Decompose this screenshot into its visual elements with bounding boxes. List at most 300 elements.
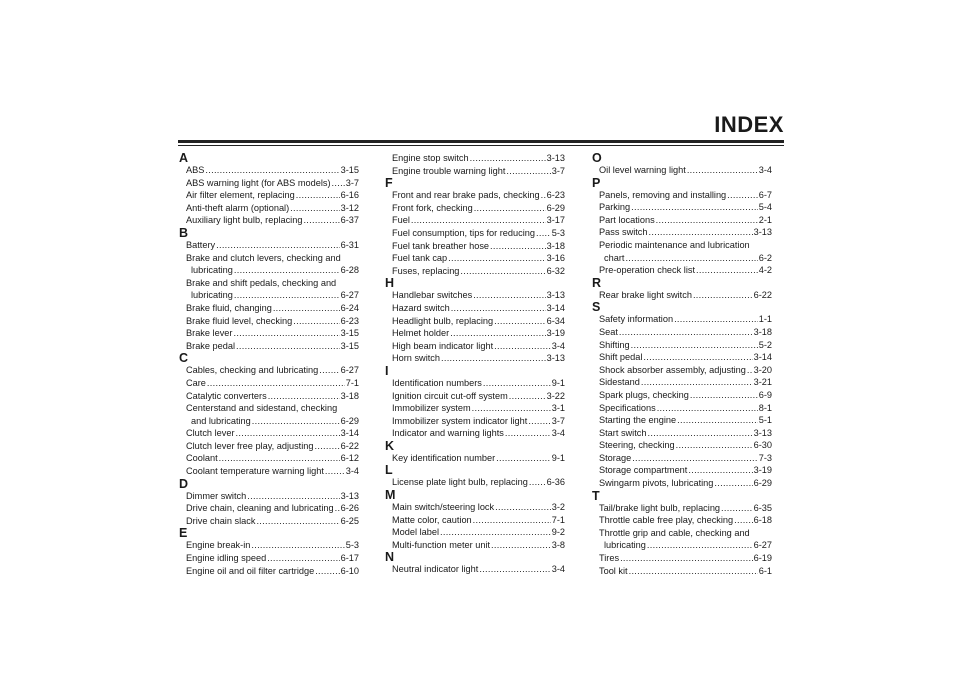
- entry-topic: Handlebar switches: [392, 290, 473, 301]
- entry-page: 3-19: [753, 465, 772, 476]
- entry-page: 6-22: [753, 289, 772, 300]
- entry-page: 5-1: [758, 415, 772, 426]
- entry-topic: Drive chain slack: [186, 515, 256, 526]
- index-entry: [179, 302, 359, 315]
- entry-page: 6-29: [753, 478, 772, 489]
- entry-topic: Key identification number: [392, 452, 496, 463]
- section-letter: B: [179, 225, 189, 240]
- entry-page: 5-2: [758, 339, 772, 350]
- index-entry: [385, 563, 565, 576]
- index-entry: [385, 452, 565, 465]
- entry-topic: lubricating: [604, 540, 646, 551]
- index-entry: [592, 452, 772, 465]
- entry-topic: Drive chain, cleaning and lubricating: [186, 503, 334, 514]
- entry-page: 6-31: [340, 239, 359, 250]
- index-entry: [385, 340, 565, 353]
- index-entry: [592, 201, 772, 214]
- index-entry: [592, 313, 772, 326]
- entry-topic: Panels, removing and installing: [599, 189, 727, 200]
- entry-page: 3-15: [340, 340, 359, 351]
- entry-page: 9-1: [551, 452, 565, 463]
- entry-topic: Engine oil and oil filter cartridge: [186, 565, 315, 576]
- index-entry: [179, 515, 359, 528]
- entry-topic: Brake lever: [186, 328, 233, 339]
- dot-leader: [541, 189, 546, 202]
- dot-leader: [649, 226, 753, 239]
- dot-leader: [256, 515, 339, 528]
- dot-leader: [325, 465, 345, 478]
- index-entry: [592, 477, 772, 490]
- dot-leader: [747, 364, 753, 377]
- entry-topic: High beam indicator light: [392, 340, 494, 351]
- entry-topic: Front fork, checking: [392, 202, 473, 213]
- index-entry: [385, 302, 565, 315]
- index-entry: [179, 340, 359, 353]
- index-entry: [179, 502, 359, 515]
- dot-leader: [657, 402, 758, 415]
- dot-leader: [315, 440, 340, 453]
- entry-topic: Engine stop switch: [392, 153, 469, 163]
- index-entry: [592, 214, 772, 227]
- dot-leader: [491, 539, 551, 552]
- entry-topic: Coolant: [186, 453, 218, 464]
- dot-leader: [641, 376, 753, 389]
- index-entry: [592, 402, 772, 415]
- index-entry: [385, 377, 565, 390]
- entry-topic: Immobilizer system indicator light: [392, 415, 528, 426]
- entry-topic: Brake pedal: [186, 340, 236, 351]
- entry-topic: chart: [604, 252, 625, 263]
- dot-leader: [460, 265, 545, 278]
- entry-page: 2-1: [758, 214, 772, 225]
- entry-topic: Sidestand: [599, 377, 640, 388]
- index-entry: [385, 152, 565, 165]
- entry-topic: Pass switch: [599, 227, 648, 238]
- entry-topic: Anti-theft alarm (optional): [186, 202, 290, 213]
- index-entry: [179, 390, 359, 403]
- entry-topic: Dimmer switch: [186, 490, 247, 501]
- entry-page: 3-13: [340, 490, 359, 501]
- dot-leader: [290, 202, 339, 215]
- index-entry: [385, 539, 565, 552]
- entry-page: 3-12: [340, 202, 359, 213]
- index-entry: [385, 390, 565, 403]
- entry-page: 6-7: [758, 189, 772, 200]
- entry-topic: Parking: [599, 202, 631, 213]
- dot-leader: [479, 563, 550, 576]
- dot-leader: [721, 502, 753, 515]
- dot-leader: [693, 289, 753, 302]
- entry-page: 3-13: [753, 227, 772, 238]
- entry-page: 1-1: [758, 314, 772, 325]
- entry-topic: Cables, checking and lubricating: [186, 365, 319, 376]
- section-letter: I: [385, 363, 389, 378]
- entry-page: 3-4: [345, 466, 359, 477]
- entry-page: 6-28: [340, 265, 359, 276]
- dot-leader: [207, 377, 345, 390]
- index-entry: [592, 189, 772, 202]
- entry-page: 3-17: [546, 215, 565, 226]
- dot-leader: [505, 427, 551, 440]
- entry-topic: Tail/brake light bulb, replacing: [599, 502, 721, 513]
- entry-topic: lubricating: [191, 265, 233, 276]
- entry-topic: Engine trouble warning light: [392, 165, 506, 176]
- dot-leader: [528, 415, 550, 428]
- dot-leader: [315, 565, 339, 578]
- entry-page: 6-23: [340, 315, 359, 326]
- entry-topic: Swingarm pivots, lubricating: [599, 478, 714, 489]
- dot-leader: [677, 414, 758, 427]
- entry-topic: ABS: [186, 165, 205, 175]
- index-entry: [592, 264, 772, 277]
- dot-leader: [536, 227, 551, 240]
- entry-page: 3-14: [340, 428, 359, 439]
- section-letter: E: [179, 526, 188, 541]
- index-entry: [179, 315, 359, 328]
- entry-page: 6-2: [758, 252, 772, 263]
- dot-leader: [632, 452, 758, 465]
- entry-page: 3-2: [551, 502, 565, 513]
- entry-topic: Identification numbers: [392, 377, 482, 388]
- index-column-3: [592, 152, 772, 577]
- entry-page: 3-13: [753, 427, 772, 438]
- index-entry: [385, 427, 565, 440]
- entry-topic: Auxiliary light bulb, replacing: [186, 215, 303, 226]
- index-entry: [592, 514, 772, 527]
- dot-leader: [506, 165, 550, 178]
- index-entry: [179, 239, 359, 252]
- entry-topic: Part locations: [599, 214, 655, 225]
- entry-page: 5-3: [551, 227, 565, 238]
- index-entry: [179, 377, 359, 390]
- index-entry: [179, 465, 359, 478]
- dot-leader: [216, 239, 340, 252]
- dot-leader: [335, 502, 340, 515]
- index-entry-heading: Centerstand and sidestand, checking: [186, 403, 338, 414]
- section-letter: M: [385, 488, 396, 503]
- dot-leader: [332, 177, 345, 190]
- entry-topic: Matte color, caution: [392, 514, 472, 525]
- index-entry: [592, 351, 772, 364]
- entry-topic: Battery: [186, 239, 216, 250]
- index-entry: [179, 164, 359, 177]
- index-entry: [385, 315, 565, 328]
- section-letter: L: [385, 463, 393, 478]
- index-entry: [179, 452, 359, 465]
- index-entry: [592, 552, 772, 565]
- header-rule-thin: [178, 145, 784, 146]
- dot-leader: [268, 390, 340, 403]
- dot-leader: [473, 289, 545, 302]
- dot-leader: [411, 214, 546, 227]
- dot-leader: [529, 476, 546, 489]
- section-letter: O: [592, 151, 602, 165]
- entry-topic: Specifications: [599, 402, 656, 413]
- entry-page: 3-18: [753, 326, 772, 337]
- entry-page: 6-16: [340, 190, 359, 201]
- entry-page: 6-23: [546, 190, 565, 201]
- section-letter: H: [385, 276, 395, 291]
- entry-page: 6-35: [753, 502, 772, 513]
- entry-page: 8-1: [758, 402, 772, 413]
- entry-page: 7-1: [345, 377, 359, 388]
- index-entry: [592, 226, 772, 239]
- entry-page: 9-2: [551, 527, 565, 538]
- index-entry: [385, 415, 565, 428]
- dot-leader: [303, 214, 339, 227]
- entry-topic: Multi-function meter unit: [392, 539, 491, 550]
- index-entry: [385, 265, 565, 278]
- entry-topic: Seat: [599, 326, 618, 337]
- entry-page: 6-29: [546, 202, 565, 213]
- entry-page: 6-25: [340, 515, 359, 526]
- entry-page: 3-4: [758, 165, 772, 175]
- entry-page: 3-16: [546, 253, 565, 264]
- entry-page: 6-32: [546, 265, 565, 276]
- dot-leader: [483, 377, 551, 390]
- dot-leader: [441, 352, 546, 365]
- section-letter: K: [385, 438, 395, 453]
- index-entry: [179, 552, 359, 565]
- index-entry: [592, 364, 772, 377]
- dot-leader: [490, 240, 546, 253]
- entry-topic: Engine break-in: [186, 540, 251, 551]
- entry-page: 3-1: [551, 403, 565, 414]
- entry-topic: Hazard switch: [392, 302, 450, 313]
- section-letter: N: [385, 550, 395, 565]
- entry-page: 6-19: [753, 553, 772, 564]
- index-entry: [592, 539, 772, 552]
- dot-leader: [251, 539, 344, 552]
- dot-leader: [473, 514, 551, 527]
- entry-page: 3-7: [551, 165, 565, 176]
- entry-topic: Front and rear brake pads, checking: [392, 190, 540, 201]
- index-entry: [592, 339, 772, 352]
- dot-leader: [451, 302, 546, 315]
- entry-page: 6-9: [758, 389, 772, 400]
- index-entry: [592, 439, 772, 452]
- dot-leader: [696, 264, 758, 277]
- entry-topic: Brake fluid level, checking: [186, 315, 293, 326]
- entry-page: 3-18: [546, 240, 565, 251]
- page-title: INDEX: [714, 112, 784, 137]
- index-entry: [179, 202, 359, 215]
- section-letter: A: [179, 151, 189, 165]
- entry-topic: Storage compartment: [599, 465, 688, 476]
- entry-topic: Tires: [599, 553, 620, 564]
- dot-leader: [233, 327, 339, 340]
- dot-leader: [676, 439, 753, 452]
- entry-page: 7-1: [551, 514, 565, 525]
- section-letter: S: [592, 300, 601, 315]
- index-entry: [385, 252, 565, 265]
- index-column-1: [179, 152, 359, 577]
- index-entry: [592, 565, 772, 578]
- entry-page: 6-22: [340, 440, 359, 451]
- index-entry: [179, 539, 359, 552]
- index-entry: [592, 389, 772, 402]
- entry-page: 6-18: [753, 515, 772, 526]
- entry-page: 6-29: [340, 415, 359, 426]
- dot-leader: [631, 339, 758, 352]
- index-entry: [592, 427, 772, 440]
- index-entry: [592, 326, 772, 339]
- index-entry-heading: Throttle grip and cable, checking and: [599, 527, 750, 538]
- section-letter: P: [592, 175, 601, 190]
- entry-topic: lubricating: [191, 290, 233, 301]
- entry-topic: License plate light bulb, replacing: [392, 477, 528, 488]
- dot-leader: [647, 427, 752, 440]
- entry-topic: Starting the engine: [599, 415, 677, 426]
- entry-page: 3-22: [546, 390, 565, 401]
- entry-topic: Catalytic converters: [186, 390, 267, 401]
- entry-page: 6-24: [340, 302, 359, 313]
- entry-topic: Spark plugs, checking: [599, 389, 689, 400]
- index-entry: [385, 165, 565, 178]
- index-entry: [179, 214, 359, 227]
- dot-leader: [734, 514, 752, 527]
- entry-topic: Safety information: [599, 314, 674, 325]
- entry-page: 6-1: [758, 565, 772, 576]
- entry-topic: Clutch lever free play, adjusting: [186, 440, 314, 451]
- entry-page: 6-27: [340, 290, 359, 301]
- index-entry: [592, 464, 772, 477]
- dot-leader: [631, 201, 758, 214]
- entry-topic: Brake fluid, changing: [186, 302, 272, 313]
- index-entry: [385, 476, 565, 489]
- entry-topic: Helmet holder: [392, 328, 450, 339]
- dot-leader: [674, 313, 758, 326]
- entry-topic: Fuses, replacing: [392, 265, 460, 276]
- dot-leader: [643, 351, 752, 364]
- index-entry: [592, 289, 772, 302]
- dot-leader: [205, 164, 339, 177]
- entry-page: 6-30: [753, 440, 772, 451]
- index-entry: [385, 327, 565, 340]
- dot-leader: [440, 526, 551, 539]
- entry-topic: Model label: [392, 527, 439, 538]
- index-entry: [385, 214, 565, 227]
- section-letter: T: [592, 488, 600, 503]
- entry-page: 3-13: [546, 290, 565, 301]
- index-entry: [385, 289, 565, 302]
- dot-leader: [494, 340, 551, 353]
- entry-topic: Fuel consumption, tips for reducing: [392, 227, 535, 238]
- index-entry: [179, 177, 359, 190]
- entry-page: 3-13: [546, 353, 565, 364]
- dot-leader: [296, 189, 340, 202]
- dot-leader: [472, 402, 551, 415]
- index-entry: [179, 427, 359, 440]
- entry-page: 3-15: [340, 165, 359, 175]
- entry-topic: Immobilizer system: [392, 403, 471, 414]
- entry-topic: Neutral indicator light: [392, 564, 479, 575]
- index-entry: [385, 526, 565, 539]
- entry-topic: Main switch/steering lock: [392, 502, 495, 513]
- entry-page: 3-8: [551, 539, 565, 550]
- index-column-2: [385, 152, 565, 576]
- index-entry: [385, 202, 565, 215]
- entry-page: 9-1: [551, 377, 565, 388]
- dot-leader: [620, 552, 753, 565]
- entry-page: 3-4: [551, 564, 565, 575]
- index-entry: [592, 376, 772, 389]
- section-letter: C: [179, 351, 189, 366]
- entry-page: 3-4: [551, 428, 565, 439]
- entry-page: 3-18: [340, 390, 359, 401]
- index-entry: [179, 565, 359, 578]
- dot-leader: [470, 152, 546, 165]
- entry-topic: Indicator and warning lights: [392, 428, 504, 439]
- dot-leader: [690, 389, 758, 402]
- dot-leader: [727, 189, 758, 202]
- entry-topic: Coolant temperature warning light: [186, 466, 324, 477]
- entry-topic: Shift pedal: [599, 352, 643, 363]
- index-entry: [179, 364, 359, 377]
- entry-page: 7-3: [758, 452, 772, 463]
- dot-leader: [236, 340, 340, 353]
- dot-leader: [714, 477, 752, 490]
- entry-page: 3-13: [546, 153, 565, 163]
- entry-page: 3-14: [546, 302, 565, 313]
- index-entry: [179, 490, 359, 503]
- entry-page: 6-17: [340, 553, 359, 564]
- entry-page: 6-34: [546, 315, 565, 326]
- entry-topic: Oil level warning light: [599, 165, 686, 175]
- entry-topic: Shock absorber assembly, adjusting: [599, 364, 746, 375]
- index-entry: [385, 352, 565, 365]
- entry-topic: Throttle cable free play, checking: [599, 515, 734, 526]
- dot-leader: [495, 501, 551, 514]
- dot-leader: [236, 427, 340, 440]
- entry-page: 3-7: [551, 415, 565, 426]
- entry-topic: Tool kit: [599, 565, 628, 576]
- dot-leader: [688, 464, 752, 477]
- entry-topic: ABS warning light (for ABS models): [186, 177, 331, 188]
- index-entry-heading: Brake and shift pedals, checking and: [186, 277, 337, 288]
- dot-leader: [509, 390, 546, 403]
- entry-page: 6-37: [340, 215, 359, 226]
- entry-topic: Fuel tank breather hose: [392, 240, 490, 251]
- entry-topic: Engine idling speed: [186, 553, 267, 564]
- dot-leader: [252, 415, 340, 428]
- index-entry: [592, 164, 772, 177]
- dot-leader: [319, 364, 339, 377]
- entry-page: 3-21: [753, 377, 772, 388]
- index-entry: [592, 252, 772, 265]
- entry-page: 5-4: [758, 202, 772, 213]
- entry-topic: Steering, checking: [599, 440, 675, 451]
- dot-leader: [450, 327, 545, 340]
- entry-page: 3-15: [340, 328, 359, 339]
- entry-page: 3-19: [546, 328, 565, 339]
- entry-page: 6-12: [340, 453, 359, 464]
- index-entry: [385, 501, 565, 514]
- dot-leader: [619, 326, 753, 339]
- index-entry: [592, 414, 772, 427]
- entry-topic: Rear brake light switch: [599, 289, 692, 300]
- dot-leader: [496, 452, 551, 465]
- index-entry: [385, 402, 565, 415]
- entry-page: 6-36: [546, 477, 565, 488]
- dot-leader: [647, 539, 753, 552]
- entry-page: 6-10: [340, 565, 359, 576]
- entry-page: 3-7: [345, 177, 359, 188]
- entry-topic: Pre-operation check list: [599, 265, 696, 276]
- index-entry: [179, 415, 359, 428]
- dot-leader: [656, 214, 758, 227]
- entry-topic: Fuel: [392, 215, 410, 226]
